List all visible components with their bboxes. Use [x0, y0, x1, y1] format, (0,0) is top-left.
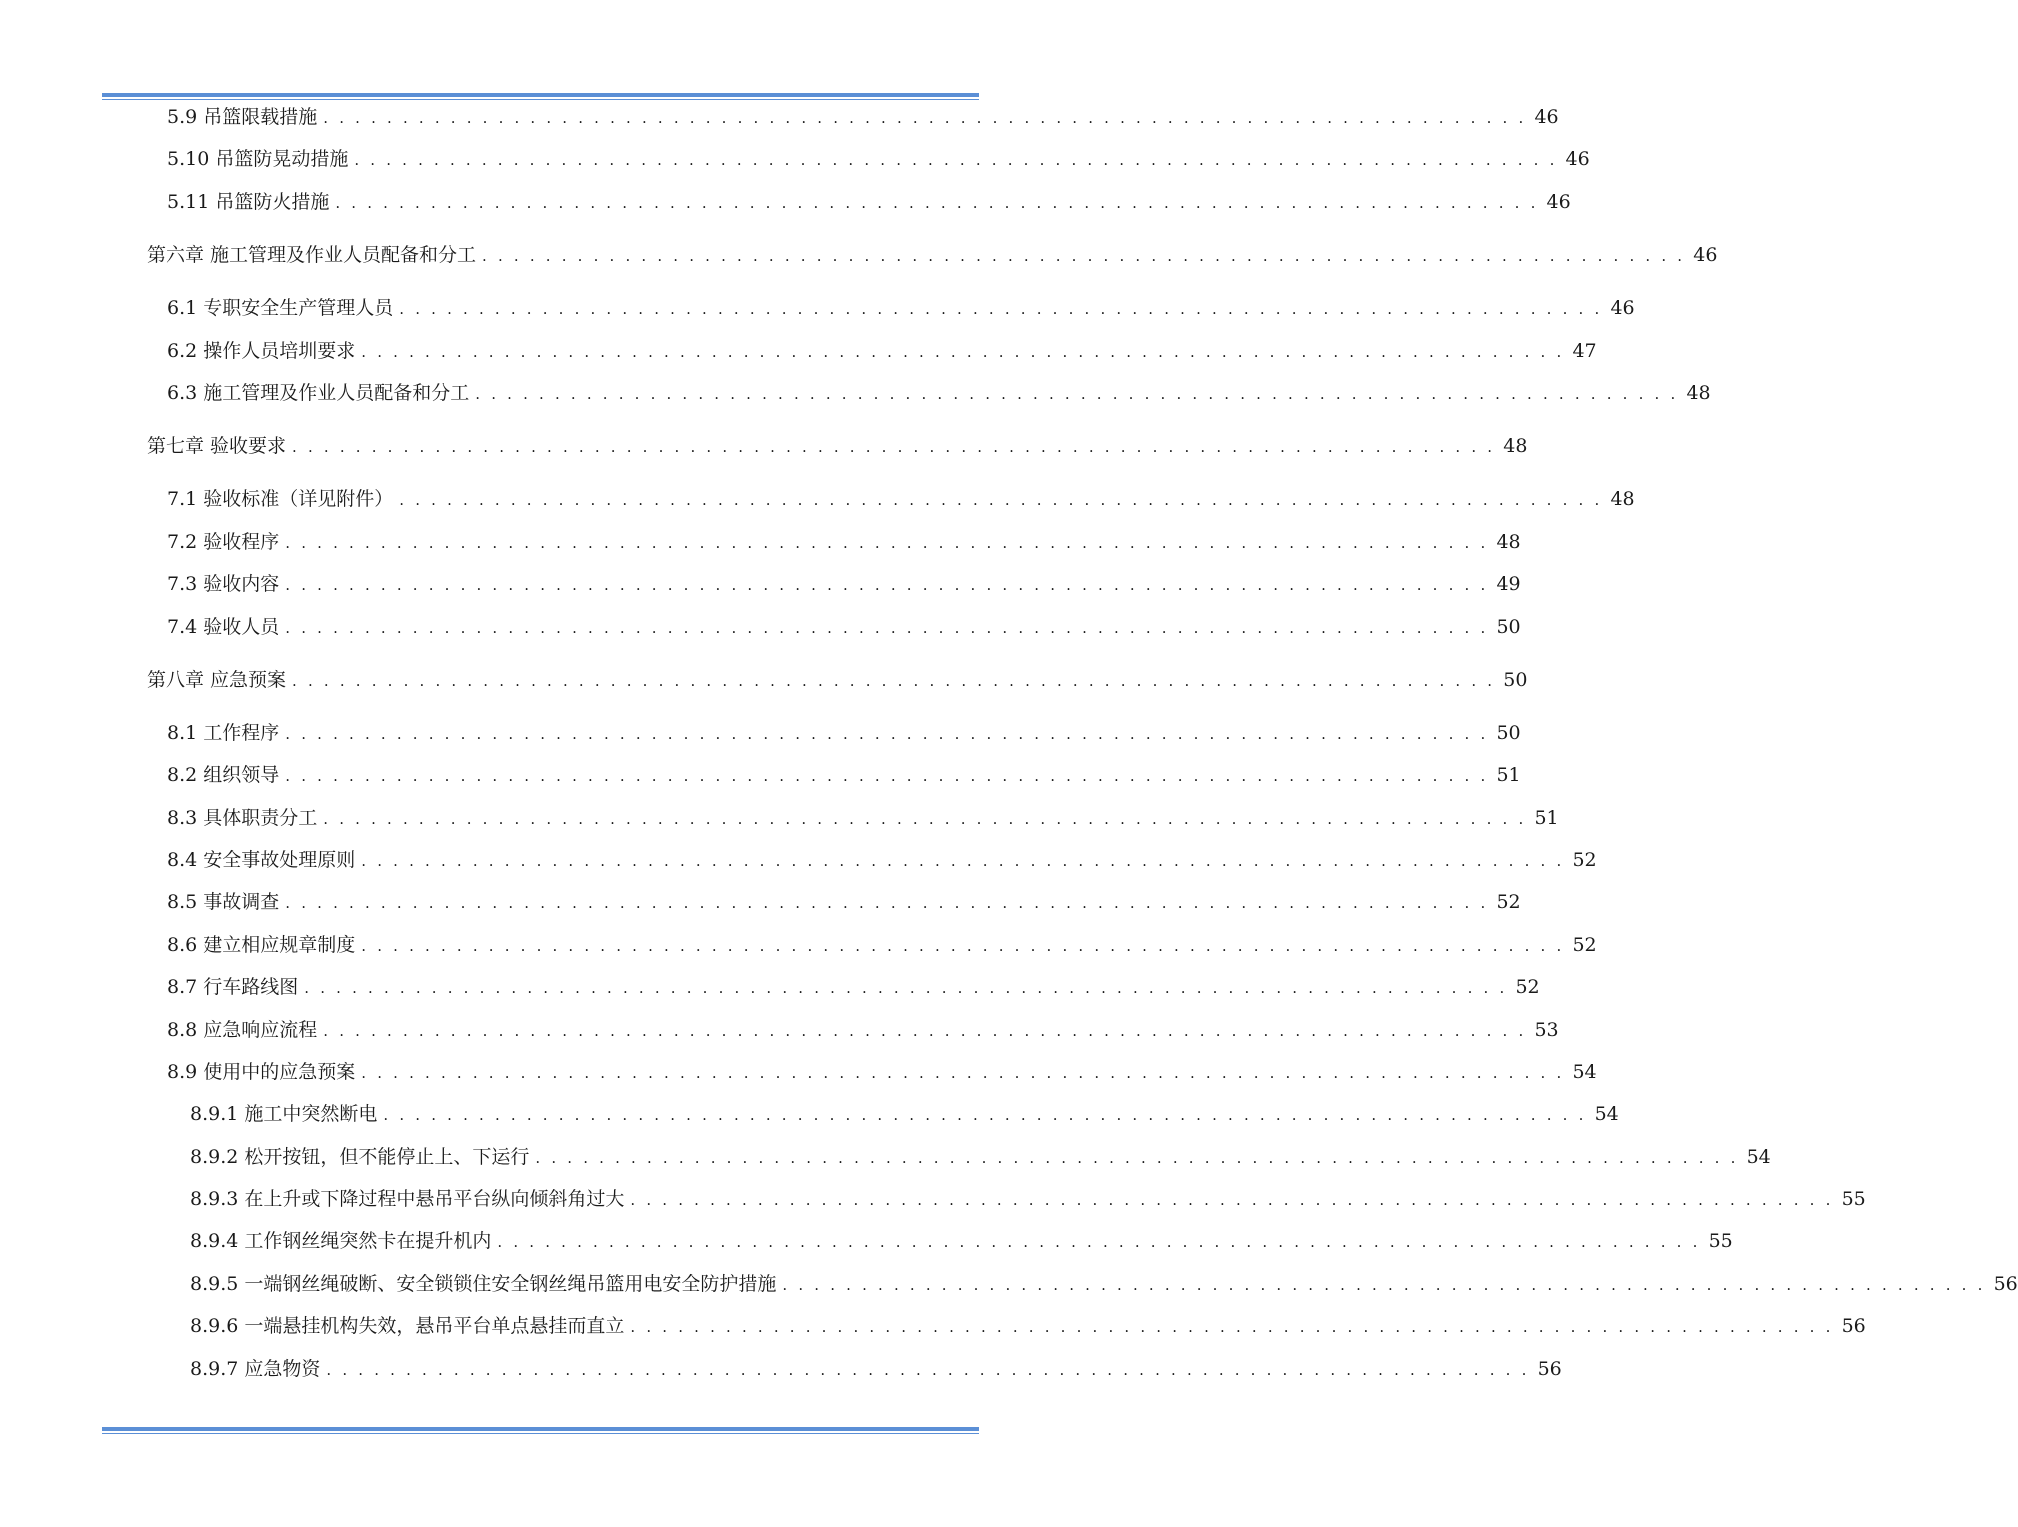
toc-leader: . . . . . . . . . . . . . . . . . . . . . . . . . . . . . . . . . . . . . . . . . . . . . . . . . . . . . . . . . . . . . . . . . . . . . . . . . . . . [782, 1276, 1986, 1294]
toc-entry[interactable] [190, 1185, 1866, 1213]
toc-entry-label: 8.9.4 工作钢丝绳突然卡在提升机内 [190, 1230, 492, 1252]
toc-entry[interactable] [167, 294, 1635, 322]
toc-entry-label: 6.1 专职安全生产管理人员 [167, 297, 394, 319]
toc-entry-page: 52 [1572, 849, 1597, 871]
toc-leader: . . . . . . . . . . . . . . . . . . . . . . . . . . . . . . . . . . . . . . . . . . . . . . . . . . . . . . . . . . . . . . . . . . . . . . . . . . . . [285, 619, 1489, 637]
toc-entry-page: 54 [1746, 1146, 1771, 1168]
toc-entry-page: 46 [1610, 297, 1635, 319]
toc-entry-label: 8.9.2 松开按钮，但不能停止上、下运行 [190, 1146, 530, 1168]
toc-entry[interactable] [167, 1016, 1559, 1044]
footer-rule [102, 1427, 979, 1434]
toc-entry[interactable] [167, 931, 1597, 959]
toc-entry[interactable] [190, 1227, 1733, 1255]
toc-leader: . . . . . . . . . . . . . . . . . . . . . . . . . . . . . . . . . . . . . . . . . . . . . . . . . . . . . . . . . . . . . . . . . . . . . . . . . . . . [383, 1106, 1587, 1124]
toc-entry-label: 8.9.1 施工中突然断电 [190, 1103, 378, 1125]
toc-leader: . . . . . . . . . . . . . . . . . . . . . . . . . . . . . . . . . . . . . . . . . . . . . . . . . . . . . . . . . . . . . . . . . . . . . . . . . . . . [475, 385, 1679, 403]
toc-entry[interactable] [167, 570, 1521, 598]
toc-leader: . . . . . . . . . . . . . . . . . . . . . . . . . . . . . . . . . . . . . . . . . . . . . . . . . . . . . . . . . . . . . . . . . . . . . . . . . . . . [630, 1191, 1834, 1209]
toc-entry-page: 54 [1572, 1061, 1597, 1083]
toc-entry-page: 52 [1515, 976, 1540, 998]
toc-leader: . . . . . . . . . . . . . . . . . . . . . . . . . . . . . . . . . . . . . . . . . . . . . . . . . . . . . . . . . . . . . . . . . . . . . . . . . . . . [304, 979, 1508, 997]
toc-leader: . . . . . . . . . . . . . . . . . . . . . . . . . . . . . . . . . . . . . . . . . . . . . . . . . . . . . . . . . . . . . . . . . . . . . . . . . . . . [285, 767, 1489, 785]
toc-entry-label: 8.9 使用中的应急预案 [167, 1061, 356, 1083]
toc-entry-label: 8.9.3 在上升或下降过程中悬吊平台纵向倾斜角过大 [190, 1188, 625, 1210]
toc-entry[interactable] [190, 1143, 1771, 1171]
toc-leader: . . . . . . . . . . . . . . . . . . . . . . . . . . . . . . . . . . . . . . . . . . . . . . . . . . . . . . . . . . . . . . . . . . . . . . . . . . . . [285, 894, 1489, 912]
toc-entry-page: 49 [1496, 573, 1521, 595]
header-rule [102, 93, 979, 100]
toc-entry-page: 52 [1572, 934, 1597, 956]
toc-entry-label: 7.1 验收标准（详见附件） [167, 488, 394, 510]
toc-leader: . . . . . . . . . . . . . . . . . . . . . . . . . . . . . . . . . . . . . . . . . . . . . . . . . . . . . . . . . . . . . . . . . . . . . . . . . . . . [285, 534, 1489, 552]
toc-entry[interactable] [167, 761, 1521, 789]
toc-entry-page: 48 [1686, 382, 1711, 404]
toc-entry[interactable] [167, 528, 1521, 556]
toc-leader: . . . . . . . . . . . . . . . . . . . . . . . . . . . . . . . . . . . . . . . . . . . . . . . . . . . . . . . . . . . . . . . . . . . . . . . . . . . . [497, 1233, 1701, 1251]
toc-entry[interactable] [167, 719, 1521, 747]
toc-entry-label: 8.4 安全事故处理原则 [167, 849, 356, 871]
toc-leader: . . . . . . . . . . . . . . . . . . . . . . . . . . . . . . . . . . . . . . . . . . . . . . . . . . . . . . . . . . . . . . . . . . . . . . . . . . . . [354, 151, 1558, 169]
toc-entry-label: 7.4 验收人员 [167, 616, 280, 638]
toc-leader: . . . . . . . . . . . . . . . . . . . . . . . . . . . . . . . . . . . . . . . . . . . . . . . . . . . . . . . . . . . . . . . . . . . . . . . . . . . . [630, 1318, 1834, 1336]
toc-entry[interactable] [167, 973, 1540, 1001]
toc-entry-label: 第六章 施工管理及作业人员配备和分工 [147, 244, 477, 266]
toc-entry-label: 8.9.6 一端悬挂机构失效，悬吊平台单点悬挂而直立 [190, 1315, 625, 1337]
toc-entry-page: 51 [1496, 764, 1521, 786]
toc-leader: . . . . . . . . . . . . . . . . . . . . . . . . . . . . . . . . . . . . . . . . . . . . . . . . . . . . . . . . . . . . . . . . . . . . . . . . . . . . [285, 725, 1489, 743]
toc-entry-label: 8.9.7 应急物资 [190, 1358, 321, 1380]
toc-entry-page: 55 [1708, 1230, 1733, 1252]
toc-leader: . . . . . . . . . . . . . . . . . . . . . . . . . . . . . . . . . . . . . . . . . . . . . . . . . . . . . . . . . . . . . . . . . . . . . . . . . . . . [292, 438, 1496, 456]
toc-leader: . . . . . . . . . . . . . . . . . . . . . . . . . . . . . . . . . . . . . . . . . . . . . . . . . . . . . . . . . . . . . . . . . . . . . . . . . . . . [535, 1149, 1739, 1167]
toc-leader: . . . . . . . . . . . . . . . . . . . . . . . . . . . . . . . . . . . . . . . . . . . . . . . . . . . . . . . . . . . . . . . . . . . . . . . . . . . . [323, 1022, 1527, 1040]
toc-entry-page: 56 [1537, 1358, 1562, 1380]
toc-entry[interactable] [167, 1058, 1597, 1086]
toc-entry-label: 6.3 施工管理及作业人员配备和分工 [167, 382, 470, 404]
toc-entry[interactable] [167, 804, 1559, 832]
toc-chapter[interactable] [147, 666, 1528, 694]
toc-leader: . . . . . . . . . . . . . . . . . . . . . . . . . . . . . . . . . . . . . . . . . . . . . . . . . . . . . . . . . . . . . . . . . . . . . . . . . . . . [361, 852, 1565, 870]
toc-entry-page: 50 [1496, 616, 1521, 638]
toc-leader: . . . . . . . . . . . . . . . . . . . . . . . . . . . . . . . . . . . . . . . . . . . . . . . . . . . . . . . . . . . . . . . . . . . . . . . . . . . . [399, 491, 1603, 509]
toc-entry[interactable] [167, 188, 1571, 216]
toc-leader: . . . . . . . . . . . . . . . . . . . . . . . . . . . . . . . . . . . . . . . . . . . . . . . . . . . . . . . . . . . . . . . . . . . . . . . . . . . . [323, 810, 1527, 828]
toc-entry[interactable] [167, 379, 1711, 407]
toc-entry-label: 5.11 吊篮防火措施 [167, 191, 330, 213]
toc-entry-page: 46 [1534, 106, 1559, 128]
toc-entry-page: 50 [1503, 669, 1528, 691]
toc-entry-page: 48 [1610, 488, 1635, 510]
toc-entry[interactable] [167, 613, 1521, 641]
toc-chapter[interactable] [147, 241, 1718, 269]
toc-entry[interactable] [167, 337, 1597, 365]
toc-entry-page: 55 [1841, 1188, 1866, 1210]
toc-entry-label: 8.5 事故调查 [167, 891, 280, 913]
toc-leader: . . . . . . . . . . . . . . . . . . . . . . . . . . . . . . . . . . . . . . . . . . . . . . . . . . . . . . . . . . . . . . . . . . . . . . . . . . . . [482, 247, 1686, 265]
toc-entry-page: 50 [1496, 722, 1521, 744]
toc-leader: . . . . . . . . . . . . . . . . . . . . . . . . . . . . . . . . . . . . . . . . . . . . . . . . . . . . . . . . . . . . . . . . . . . . . . . . . . . . [326, 1361, 1530, 1379]
toc-leader: . . . . . . . . . . . . . . . . . . . . . . . . . . . . . . . . . . . . . . . . . . . . . . . . . . . . . . . . . . . . . . . . . . . . . . . . . . . . [323, 109, 1527, 127]
toc-entry-page: 48 [1496, 531, 1521, 553]
toc-entry-label: 5.9 吊篮限载措施 [167, 106, 318, 128]
toc-entry-page: 47 [1572, 340, 1597, 362]
toc-entry[interactable] [190, 1270, 2018, 1298]
toc-entry-page: 53 [1534, 1019, 1559, 1041]
toc-leader: . . . . . . . . . . . . . . . . . . . . . . . . . . . . . . . . . . . . . . . . . . . . . . . . . . . . . . . . . . . . . . . . . . . . . . . . . . . . [399, 300, 1603, 318]
toc-entry-page: 52 [1496, 891, 1521, 913]
toc-entry-label: 8.3 具体职责分工 [167, 807, 318, 829]
toc-entry-label: 5.10 吊篮防晃动措施 [167, 148, 349, 170]
toc-entry-page: 51 [1534, 807, 1559, 829]
toc-leader: . . . . . . . . . . . . . . . . . . . . . . . . . . . . . . . . . . . . . . . . . . . . . . . . . . . . . . . . . . . . . . . . . . . . . . . . . . . . [285, 576, 1489, 594]
toc-entry-label: 7.2 验收程序 [167, 531, 280, 553]
toc-entry-page: 46 [1546, 191, 1571, 213]
toc-entry[interactable] [190, 1312, 1866, 1340]
toc-entry[interactable] [167, 846, 1597, 874]
toc-entry-label: 8.8 应急响应流程 [167, 1019, 318, 1041]
toc-entry[interactable] [167, 145, 1590, 173]
toc-entry-label: 7.3 验收内容 [167, 573, 280, 595]
toc-entry-label: 第七章 验收要求 [147, 435, 287, 457]
toc-entry[interactable] [167, 103, 1559, 131]
toc-leader: . . . . . . . . . . . . . . . . . . . . . . . . . . . . . . . . . . . . . . . . . . . . . . . . . . . . . . . . . . . . . . . . . . . . . . . . . . . . [335, 194, 1539, 212]
toc-entry-label: 第八章 应急预案 [147, 669, 287, 691]
toc-entry-label: 8.7 行车路线图 [167, 976, 299, 998]
toc-entry[interactable] [167, 888, 1521, 916]
toc-entry[interactable] [167, 485, 1635, 513]
toc-entry-page: 48 [1503, 435, 1528, 457]
toc-leader: . . . . . . . . . . . . . . . . . . . . . . . . . . . . . . . . . . . . . . . . . . . . . . . . . . . . . . . . . . . . . . . . . . . . . . . . . . . . [361, 937, 1565, 955]
toc-entry-page: 46 [1693, 244, 1718, 266]
toc-entry-page: 56 [1841, 1315, 1866, 1337]
toc-entry-page: 54 [1594, 1103, 1619, 1125]
toc-leader: . . . . . . . . . . . . . . . . . . . . . . . . . . . . . . . . . . . . . . . . . . . . . . . . . . . . . . . . . . . . . . . . . . . . . . . . . . . . [292, 672, 1496, 690]
toc-chapter[interactable] [147, 432, 1528, 460]
toc-entry[interactable] [190, 1100, 1619, 1128]
toc-entry-label: 8.2 组织领导 [167, 764, 280, 786]
toc-entry-label: 8.9.5 一端钢丝绳破断、安全锁锁住安全钢丝绳吊篮用电安全防护措施 [190, 1273, 777, 1295]
toc-entry-label: 8.6 建立相应规章制度 [167, 934, 356, 956]
toc-leader: . . . . . . . . . . . . . . . . . . . . . . . . . . . . . . . . . . . . . . . . . . . . . . . . . . . . . . . . . . . . . . . . . . . . . . . . . . . . [361, 1064, 1565, 1082]
toc-entry[interactable] [190, 1355, 1562, 1383]
toc-leader: . . . . . . . . . . . . . . . . . . . . . . . . . . . . . . . . . . . . . . . . . . . . . . . . . . . . . . . . . . . . . . . . . . . . . . . . . . . . [361, 343, 1565, 361]
toc-entry-page: 46 [1565, 148, 1590, 170]
toc-entry-page: 56 [1993, 1273, 2018, 1295]
toc-entry-label: 8.1 工作程序 [167, 722, 280, 744]
toc-entry-label: 6.2 操作人员培圳要求 [167, 340, 356, 362]
